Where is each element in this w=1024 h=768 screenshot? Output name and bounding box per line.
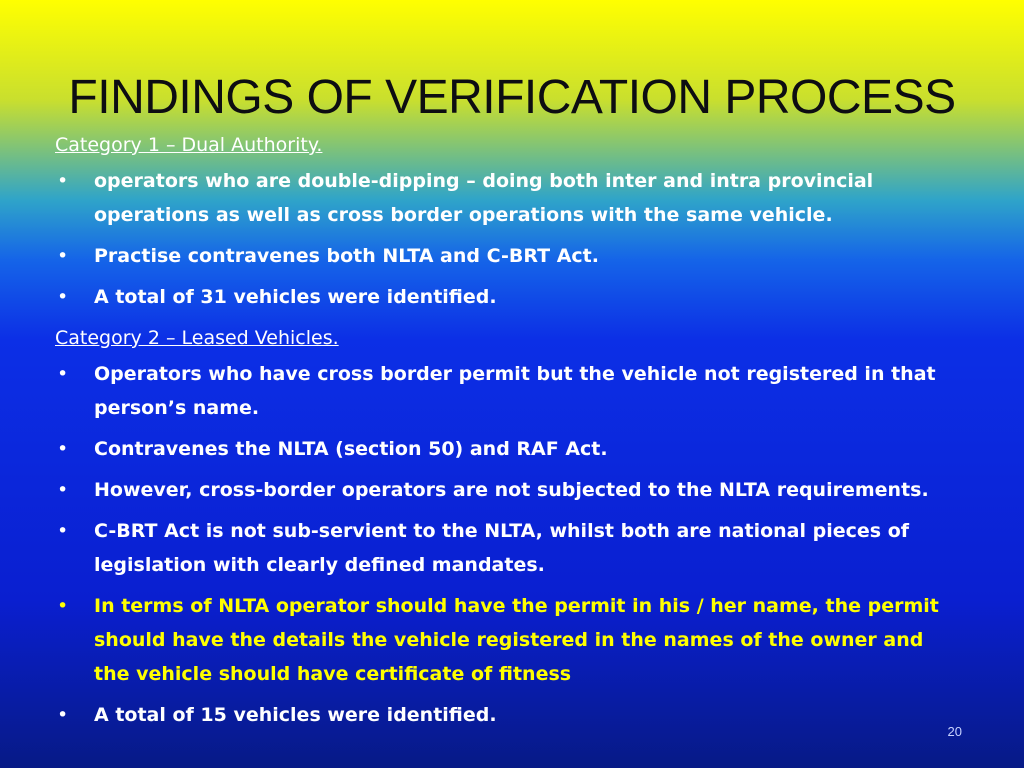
bullet-icon: • xyxy=(57,286,69,308)
list-item-text: operators who are double-dipping – doing both inter and intra provincial operations as well as cross border operations with the same vehicle. xyxy=(94,170,874,226)
category-1-list xyxy=(55,164,960,314)
list-item xyxy=(55,698,960,732)
bullet-icon: • xyxy=(57,438,69,460)
bullet-icon: • xyxy=(57,520,69,542)
slide-content xyxy=(55,128,960,739)
list-item xyxy=(55,514,960,582)
category-1-heading-suffix: . xyxy=(316,134,323,156)
page-number: 20 xyxy=(947,724,962,739)
bullet-icon: • xyxy=(57,704,69,726)
bullet-icon: • xyxy=(57,170,69,192)
bullet-icon: • xyxy=(57,479,69,501)
list-item-text: A total of 15 vehicles were identified. xyxy=(94,704,497,726)
list-item-highlighted xyxy=(55,589,960,691)
list-item-text: C-BRT Act is not sub-servient to the NLTA, whilst both are national pieces of legislation with clearly defined mandates. xyxy=(94,520,910,576)
list-item xyxy=(55,164,960,232)
list-item-text: Contravenes the NLTA (section 50) and RAF Act. xyxy=(94,438,608,460)
category-2-heading-text: Category 2 – Leased Vehicles. xyxy=(55,327,339,349)
list-item-text: A total of 31 vehicles were identified. xyxy=(94,286,497,308)
list-item-text: Practise contravenes both NLTA and C-BRT Act. xyxy=(94,245,599,267)
list-item-text: However, cross-border operators are not subjected to the NLTA requirements. xyxy=(94,479,929,501)
slide-title: FINDINGS OF VERIFICATION PROCESS xyxy=(68,71,956,124)
list-item xyxy=(55,357,960,425)
bullet-icon: • xyxy=(57,363,69,385)
list-item xyxy=(55,280,960,314)
bullet-icon: • xyxy=(57,245,69,267)
category-2-heading xyxy=(55,321,960,355)
list-item xyxy=(55,432,960,466)
list-item xyxy=(55,239,960,273)
category-1-heading-text: Category 1 – Dual Authority xyxy=(55,134,317,156)
category-2-list xyxy=(55,357,960,732)
list-item-text: In terms of NLTA operator should have the permit in his / her name, the permit should have the details the vehicle registered in the names of the owner and the vehicle should have certificate of fitness xyxy=(94,595,939,685)
bullet-icon: • xyxy=(57,595,69,617)
list-item xyxy=(55,473,960,507)
list-item-text: Operators who have cross border permit but the vehicle not registered in that person’s name. xyxy=(94,363,936,419)
category-1-heading xyxy=(55,128,960,162)
